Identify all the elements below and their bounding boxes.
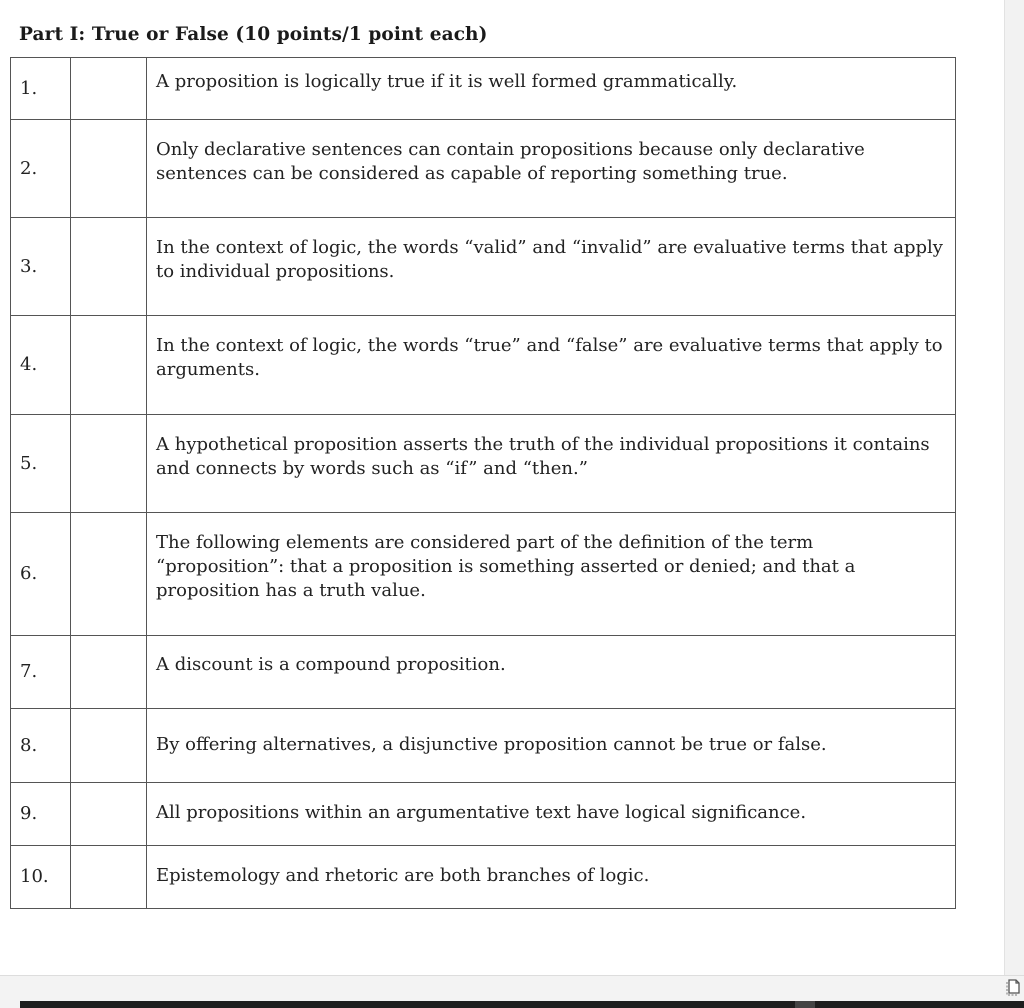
table-row (11, 58, 956, 120)
document-page-icon[interactable] (1005, 977, 1023, 997)
answer-cell[interactable] (71, 120, 147, 218)
table-row (11, 636, 956, 709)
question-statement (147, 58, 956, 120)
answer-cell[interactable] (71, 316, 147, 415)
table-row (11, 783, 956, 846)
table-row (11, 120, 956, 218)
statement-text: A proposition is logically true if it is well formed grammatically. (156, 70, 738, 92)
question-number: 10. (11, 846, 71, 909)
answer-cell[interactable] (71, 783, 147, 846)
question-statement (147, 218, 956, 316)
question-statement (147, 783, 956, 846)
document-page-icon-svg (1005, 977, 1023, 997)
answer-cell[interactable] (71, 709, 147, 783)
table-row (11, 846, 956, 909)
statement-text: A discount is a compound proposition. (156, 654, 506, 675)
statement-text: In the context of logic, the words “true” and “false” are evaluative terms that apply to arguments. (156, 335, 943, 380)
question-statement (147, 415, 956, 513)
question-statement (147, 513, 956, 636)
question-number: 3. (11, 218, 71, 316)
statement-text: A hypothetical proposition asserts the truth of the individual propositions it contains and connects by words such as “if” and “then.” (156, 433, 930, 479)
question-statement (147, 316, 956, 415)
table-row (11, 218, 956, 316)
question-number: 1. (11, 58, 71, 120)
answer-cell[interactable] (71, 636, 147, 709)
statement-text: The following elements are considered part of the definition of the term “proposition”: that a proposition is something asserted or denied; and that a proposition has a truth value. (156, 532, 856, 601)
question-statement (147, 636, 956, 709)
question-number: 5. (11, 415, 71, 513)
question-statement (147, 846, 956, 909)
statement-text: Only declarative sentences can contain propositions because only declarative sentences can be considered as capable of reporting something true. (156, 138, 865, 184)
answer-cell[interactable] (71, 513, 147, 636)
section-heading: Part I: True or False (10 points/1 point each) (19, 24, 488, 45)
statement-text: In the context of logic, the words “valid” and “invalid” are evaluative terms that apply to individual propositions. (156, 236, 943, 282)
question-statement (147, 709, 956, 783)
table-row (11, 709, 956, 783)
question-statement (147, 120, 956, 218)
answer-cell[interactable] (71, 58, 147, 120)
question-number: 9. (11, 783, 71, 846)
answer-cell[interactable] (71, 415, 147, 513)
table-row (11, 316, 956, 415)
statement-text: Epistemology and rhetoric are both branches of logic. (156, 865, 650, 886)
question-number: 2. (11, 120, 71, 218)
table-row (11, 513, 956, 636)
question-number: 8. (11, 709, 71, 783)
answer-cell[interactable] (71, 218, 147, 316)
question-number: 6. (11, 513, 71, 636)
answer-cell[interactable] (71, 846, 147, 909)
scrollbar-thumb[interactable] (795, 1001, 815, 1008)
question-number: 4. (11, 316, 71, 415)
true-false-table (10, 57, 956, 909)
question-number: 7. (11, 636, 71, 709)
horizontal-scrollbar[interactable] (20, 1001, 1024, 1008)
statement-text: By offering alternatives, a disjunctive proposition cannot be true or false. (156, 733, 827, 755)
table-row (11, 415, 956, 513)
vertical-scrollbar-track[interactable] (1004, 0, 1024, 975)
statement-text: All propositions within an argumentative text have logical significance. (156, 802, 807, 823)
